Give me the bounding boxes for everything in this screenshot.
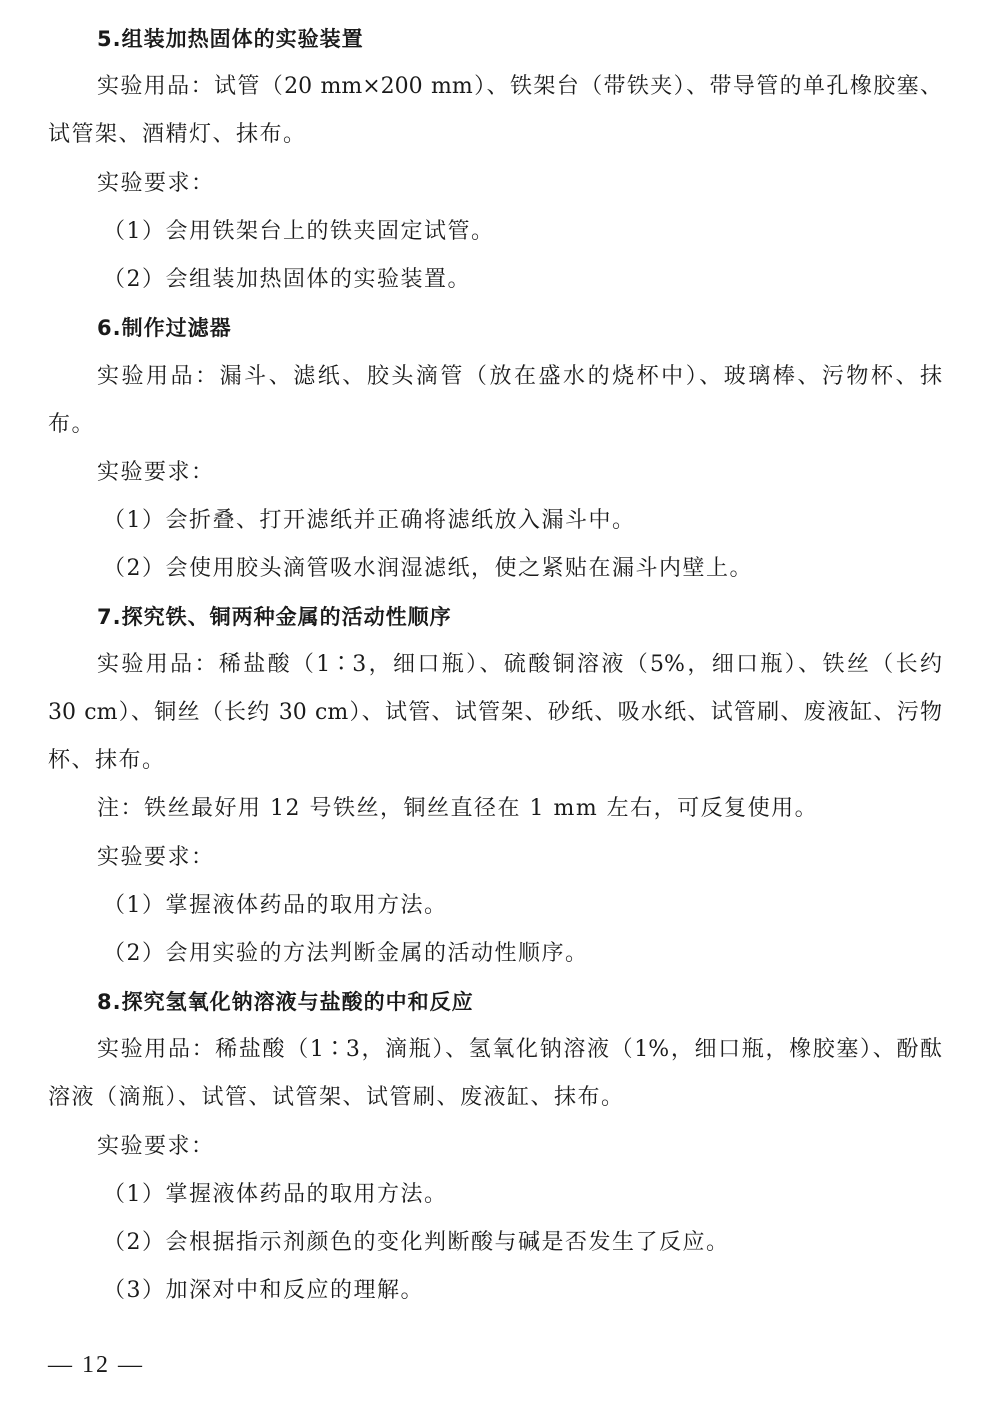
section-5-requirement-2: （2）会组装加热固体的实验装置。 (103, 267, 471, 292)
section-8-materials-line-2: 溶液（滴瓶）、试管、试管架、试管刷、废液缸、抹布。 (48, 1085, 625, 1110)
section-8-title: 8.探究氢氧化钠溶液与盐酸的中和反应 (97, 990, 474, 1014)
section-5-materials-line-1: 实验用品：试管（20 mm×200 mm）、铁架台（带铁夹）、带导管的单孔橡胶塞、 (97, 74, 942, 99)
section-7-materials-line-1: 实验用品：稀盐酸（1∶3，细口瓶）、硫酸铜溶液（5%，细口瓶）、铁丝（长约 (97, 652, 942, 677)
section-6-requirement-2: （2）会使用胶头滴管吸水润湿滤纸，使之紧贴在漏斗内壁上。 (103, 556, 753, 581)
section-5-requirements-label: 实验要求： (97, 171, 215, 196)
section-5-title: 5.组装加热固体的实验装置 (97, 27, 364, 51)
section-7-requirements-label: 实验要求： (97, 845, 215, 870)
section-8-requirement-1: （1）掌握液体药品的取用方法。 (103, 1182, 448, 1207)
section-7-materials-line-2: 30 cm）、铜丝（长约 30 cm）、试管、试管架、砂纸、吸水纸、试管刷、废液缸、污物 (48, 700, 942, 725)
section-7-requirement-1: （1）掌握液体药品的取用方法。 (103, 893, 448, 918)
section-6-materials-line-1: 实验用品：漏斗、滤纸、胶头滴管（放在盛水的烧杯中）、玻璃棒、污物杯、抹 (97, 364, 942, 389)
section-7-title: 7.探究铁、铜两种金属的活动性顺序 (97, 605, 452, 629)
page-number: — 12 — (48, 1352, 144, 1378)
section-6-requirements-label: 实验要求： (97, 460, 215, 485)
section-6-title: 6.制作过滤器 (97, 316, 232, 340)
section-7-note: 注：铁丝最好用 12 号铁丝，铜丝直径在 1 mm 左右，可反复使用。 (97, 796, 819, 821)
section-6-materials-line-2: 布。 (48, 412, 96, 437)
section-7-materials-line-3: 杯、抹布。 (48, 748, 166, 773)
section-8-requirement-2: （2）会根据指示剂颜色的变化判断酸与碱是否发生了反应。 (103, 1230, 730, 1255)
section-8-requirements-label: 实验要求： (97, 1134, 215, 1159)
section-5-requirement-1: （1）会用铁架台上的铁夹固定试管。 (103, 219, 495, 244)
section-5-materials-line-2: 试管架、酒精灯、抹布。 (48, 122, 307, 147)
section-6-requirement-1: （1）会折叠、打开滤纸并正确将滤纸放入漏斗中。 (103, 508, 636, 533)
section-8-requirement-3: （3）加深对中和反应的理解。 (103, 1278, 424, 1303)
section-7-requirement-2: （2）会用实验的方法判断金属的活动性顺序。 (103, 941, 589, 966)
section-8-materials-line-1: 实验用品：稀盐酸（1∶3，滴瓶）、氢氧化钠溶液（1%，细口瓶，橡胶塞）、酚酞 (97, 1037, 942, 1062)
